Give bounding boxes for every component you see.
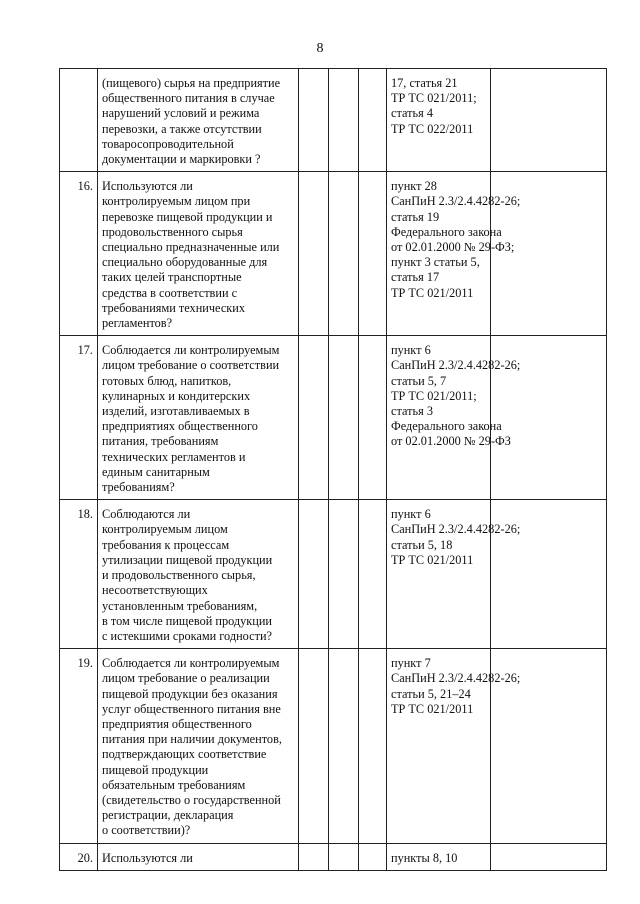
reference-line: статья 3: [391, 404, 433, 419]
answer-yes-cell[interactable]: [299, 172, 329, 336]
table-row: [60, 843, 607, 870]
checklist-table: [59, 68, 607, 871]
answer-not-applicable-cell[interactable]: [359, 843, 387, 870]
answer-not-applicable-cell[interactable]: [359, 649, 387, 843]
row-number: 16.: [60, 172, 98, 336]
reference-cell: [387, 336, 521, 500]
question-line: пищевой продукции без оказания: [102, 686, 278, 701]
table-row: [60, 500, 607, 649]
table-row: [60, 69, 607, 172]
question-line: услуг общественного питания вне: [102, 701, 281, 716]
answer-yes-cell[interactable]: [299, 69, 329, 172]
reference-cell: [387, 649, 521, 843]
reference-cell: [387, 172, 521, 336]
page-number: 8: [316, 41, 324, 56]
question-line: Используются ли: [102, 850, 193, 865]
question-line: готовых блюд, напитков,: [102, 373, 232, 388]
question-cell: [98, 500, 299, 649]
reference-line: ТР ТС 021/2011;: [391, 91, 477, 106]
question-cell: [98, 843, 299, 870]
question-line: единым санитарным: [102, 464, 210, 479]
reference-line: ТР ТС 021/2011;: [391, 388, 477, 403]
reference-line: пункт 3 статьи 5,: [391, 255, 480, 270]
reference-line: ТР ТС 021/2011: [391, 285, 474, 300]
answer-yes-cell[interactable]: [299, 843, 329, 870]
answer-no-cell[interactable]: [329, 172, 359, 336]
reference-line: Федерального закона: [391, 224, 502, 239]
answer-no-cell[interactable]: [329, 69, 359, 172]
answer-yes-cell[interactable]: [299, 500, 329, 649]
question-line: Соблюдается ли контролируемым: [102, 656, 280, 671]
reference-line: статьи 5, 7: [391, 373, 447, 388]
question-line: средства в соответствии с: [102, 285, 238, 300]
answer-no-cell[interactable]: [329, 500, 359, 649]
reference-line: СанПиН 2.3/2.4.4282-26;: [391, 671, 521, 686]
reference-line: СанПиН 2.3/2.4.4282-26;: [391, 522, 521, 537]
question-line: несоответствующих: [102, 583, 208, 598]
reference-line: Федерального закона: [391, 419, 502, 434]
reference-line: СанПиН 2.3/2.4.4282-26;: [391, 358, 521, 373]
question-line: изделий, изготавливаемых в: [102, 404, 250, 419]
answer-not-applicable-cell[interactable]: [359, 336, 387, 500]
answer-yes-cell[interactable]: [299, 336, 329, 500]
question-line: питания, требованиям: [102, 434, 219, 449]
table-row: [60, 336, 607, 500]
question-line: контролируемым лицом: [102, 522, 228, 537]
question-line: в том числе пищевой продукции: [102, 613, 273, 628]
reference-line: статья 19: [391, 209, 440, 224]
question-line: предприятия общественного: [102, 716, 252, 731]
question-line: кулинарных и кондитерских: [102, 388, 251, 403]
question-line: (свидетельство о государственной: [102, 792, 281, 807]
reference-line: от 02.01.2000 № 29-ФЗ;: [391, 240, 515, 255]
row-number: 20.: [60, 843, 98, 870]
reference-line: ТР ТС 021/2011: [391, 552, 474, 567]
question-line: с истекшими сроками годности?: [102, 628, 272, 643]
question-line: товаросопроводительной: [102, 136, 234, 151]
reference-cell: [387, 500, 521, 649]
reference-line: от 02.01.2000 № 29-ФЗ: [391, 434, 511, 449]
reference-line: пункт 28: [391, 179, 437, 194]
answer-no-cell[interactable]: [329, 649, 359, 843]
question-line: общественного питания в случае: [102, 91, 275, 106]
question-line: регламентов?: [102, 316, 173, 331]
answer-not-applicable-cell[interactable]: [359, 500, 387, 649]
question-line: продовольственного сырья: [102, 224, 243, 239]
question-line: специально оборудованные для: [102, 255, 268, 270]
reference-line: статья 17: [391, 270, 440, 285]
question-line: установленным требованиям,: [102, 598, 258, 613]
row-number: [60, 69, 98, 172]
question-line: (пищевого) сырья на предприятие: [102, 76, 281, 90]
answer-not-applicable-cell[interactable]: [359, 69, 387, 172]
table-row: [60, 172, 607, 336]
reference-line: СанПиН 2.3/2.4.4282-26;: [391, 194, 521, 209]
note-cell[interactable]: [491, 843, 607, 870]
question-line: регистрации, декларация: [102, 808, 234, 823]
note-cell[interactable]: [491, 69, 607, 172]
reference-line: 17, статья 21: [391, 76, 458, 90]
question-line: пищевой продукции: [102, 762, 209, 777]
question-line: предприятиях общественного: [102, 419, 258, 434]
table-row: [60, 649, 607, 843]
answer-yes-cell[interactable]: [299, 649, 329, 843]
question-cell: [98, 172, 299, 336]
question-cell: [98, 69, 299, 172]
question-line: Используются ли: [102, 179, 193, 194]
question-line: о соответствии)?: [102, 823, 191, 838]
reference-line: ТР ТС 021/2011: [391, 701, 474, 716]
reference-line: пункт 6: [391, 343, 431, 358]
question-line: подтверждающих соответствие: [102, 747, 267, 762]
reference-cell: [387, 69, 491, 172]
reference-line: пункт 7: [391, 656, 431, 671]
answer-not-applicable-cell[interactable]: [359, 172, 387, 336]
question-line: перевозки, а также отсутствии: [102, 121, 262, 136]
question-line: Соблюдаются ли: [102, 507, 191, 522]
question-line: и продовольственного сырья,: [102, 568, 256, 583]
question-line: утилизации пищевой продукции: [102, 552, 273, 567]
question-line: контролируемым лицом при: [102, 194, 251, 209]
question-line: требованиям?: [102, 480, 175, 495]
question-line: требованиями технических: [102, 300, 245, 315]
question-line: требования к процессам: [102, 537, 230, 552]
question-line: Соблюдается ли контролируемым: [102, 343, 280, 358]
question-line: документации и маркировки ?: [102, 152, 261, 167]
row-number: 17.: [60, 336, 98, 500]
row-number: 19.: [60, 649, 98, 843]
reference-line: статья 4: [391, 106, 433, 121]
reference-line: пункт 6: [391, 507, 431, 522]
question-line: перевозке пищевой продукции и: [102, 209, 273, 224]
question-line: специально предназначенные или: [102, 240, 280, 255]
reference-line: статьи 5, 18: [391, 537, 453, 552]
question-cell: [98, 649, 299, 843]
question-cell: [98, 336, 299, 500]
reference-line: ТР ТС 022/2011: [391, 121, 474, 136]
question-line: обязательным требованиям: [102, 777, 246, 792]
answer-no-cell[interactable]: [329, 336, 359, 500]
question-line: таких целей транспортные: [102, 270, 242, 285]
question-line: технических регламентов и: [102, 449, 246, 464]
answer-no-cell[interactable]: [329, 843, 359, 870]
reference-line: пункты 8, 10: [391, 850, 458, 865]
reference-cell: [387, 843, 491, 870]
question-line: нарушений условий и режима: [102, 106, 260, 121]
question-line: лицом требование о реализации: [102, 671, 270, 686]
row-number: 18.: [60, 500, 98, 649]
question-line: лицом требование о соответствии: [102, 358, 280, 373]
question-line: питания при наличии документов,: [102, 732, 282, 747]
reference-line: статьи 5, 21–24: [391, 686, 471, 701]
